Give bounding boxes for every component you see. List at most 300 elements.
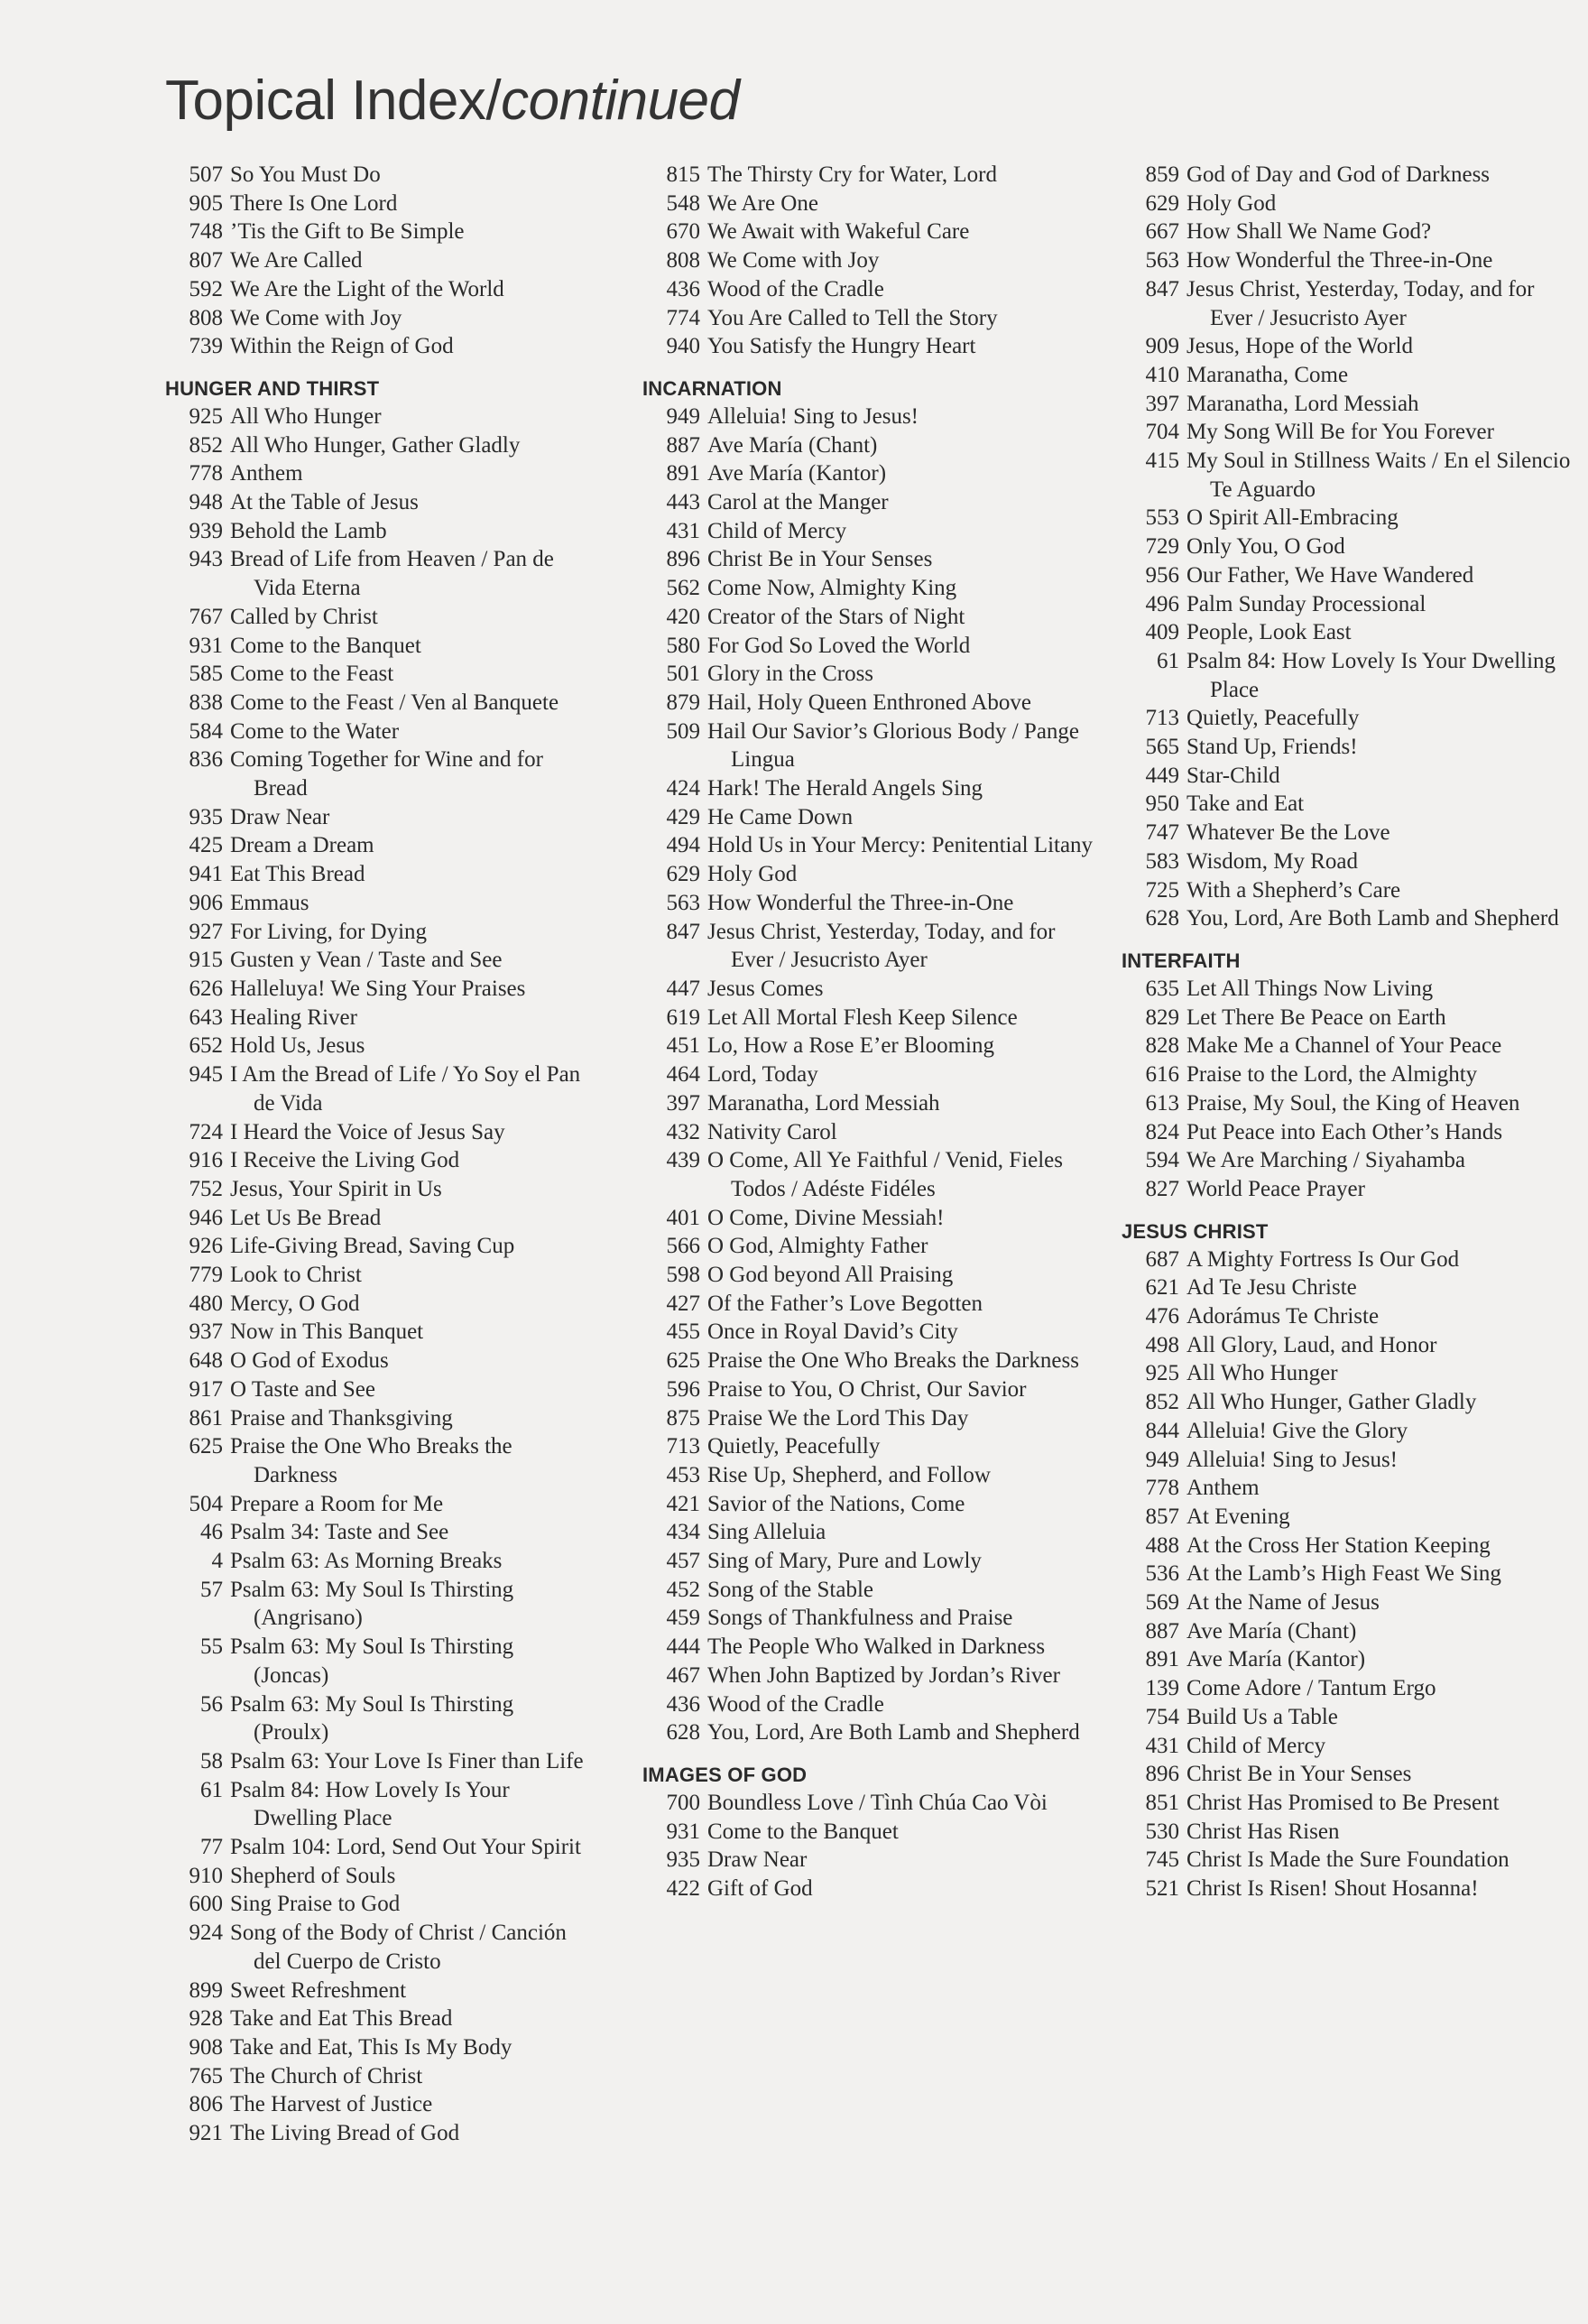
index-entry: [1122, 1818, 1577, 1847]
index-entry: [642, 218, 1094, 246]
hymn-title: Take and Eat This Bread: [230, 2006, 453, 2032]
hymn-title: Psalm 84: How Lovely Is Your Dwelling Place: [230, 1777, 510, 1831]
index-entry: [165, 275, 589, 304]
index-section: [1122, 948, 1577, 1204]
hymn-title: Praise to You, O Christ, Our Savior: [707, 1376, 1027, 1402]
hymn-number: 713: [666, 1434, 700, 1459]
index-entry: [165, 831, 589, 860]
hymn-number: 553: [1145, 505, 1179, 531]
index-entry: [642, 1146, 1094, 1203]
hymn-number: 643: [189, 1005, 223, 1030]
hymn-title: Ave María (Chant): [1186, 1618, 1357, 1643]
hymn-number: 943: [189, 547, 223, 572]
index-entry: [1122, 1175, 1577, 1204]
hymn-number: 807: [189, 248, 223, 273]
hymn-title: Christ Be in Your Senses: [707, 547, 933, 572]
hymn-title: There Is One Lord: [230, 190, 398, 216]
index-entry: [642, 488, 1094, 517]
hymn-title: We Are Called: [230, 248, 363, 273]
hymn-title: Come to the Water: [230, 718, 400, 744]
index-entry: [1122, 532, 1577, 561]
page-title: [165, 69, 740, 133]
hymn-title: Let All Mortal Flesh Keep Silence: [707, 1005, 1018, 1030]
index-entry: [642, 1290, 1094, 1319]
hymn-title: People, Look East: [1186, 620, 1352, 645]
hymn-title: Nativity Carol: [707, 1119, 837, 1144]
index-entry: [642, 975, 1094, 1004]
index-entry: [1122, 1146, 1577, 1175]
hymn-number: 4: [211, 1549, 223, 1574]
hymn-number: 429: [666, 804, 700, 829]
hymn-title: Boundless Love / Tình Chúa Cao Vòi: [707, 1790, 1048, 1815]
section-heading: IMAGES OF GOD: [642, 1763, 808, 1786]
hymn-title: God of Day and God of Darkness: [1186, 162, 1491, 187]
hymn-number: 61: [200, 1777, 223, 1802]
hymn-title: Savior of the Nations, Come: [707, 1491, 965, 1516]
index-entry: [165, 889, 589, 918]
hymn-title: Behold the Lamb: [230, 518, 387, 543]
index-entry: [642, 632, 1094, 661]
hymn-title: Come to the Feast / Ven al Banquete: [230, 690, 559, 715]
index-entry: [642, 1261, 1094, 1290]
hymn-title: We Are One: [707, 190, 818, 216]
index-entry: [642, 574, 1094, 603]
index-entry: [1122, 1617, 1577, 1646]
hymn-title: Now in This Banquet: [230, 1319, 424, 1345]
index-entry: [1122, 218, 1577, 246]
index-section: [642, 161, 1094, 361]
hymn-number: 896: [1145, 1762, 1179, 1787]
hymn-number: 857: [1145, 1504, 1179, 1529]
hymn-title: Jesus Christ, Yesterday, Today, and for Ever / Jesucristo Ayer: [707, 919, 1056, 973]
hymn-title: Wood of the Cradle: [707, 276, 884, 301]
hymn-title: At the Name of Jesus: [1186, 1590, 1380, 1616]
index-entry: [1122, 1645, 1577, 1674]
index-entry: [642, 1662, 1094, 1690]
hymn-number: 459: [666, 1606, 700, 1631]
index-entry: [642, 774, 1094, 803]
index-entry: [165, 1432, 589, 1489]
hymn-title: Praise the One Who Breaks the Darkness: [707, 1348, 1079, 1374]
index-entry: [165, 1576, 589, 1633]
hymn-number: 774: [666, 305, 700, 330]
index-entry: [1122, 1245, 1577, 1274]
hymn-number: 704: [1145, 420, 1179, 445]
hymn-title: You Are Called to Tell the Story: [707, 305, 998, 330]
index-entry: [165, 2090, 589, 2119]
index-entry: [165, 2062, 589, 2091]
hymn-title: Christ Is Risen! Shout Hosanna!: [1186, 1876, 1479, 1902]
hymn-number: 434: [666, 1520, 700, 1545]
hymn-title: Bread of Life from Heaven / Pan de Vida Eterna: [230, 547, 554, 601]
index-entry: [1122, 647, 1577, 704]
hymn-number: 910: [189, 1863, 223, 1888]
hymn-title: Quietly, Peacefully: [707, 1434, 881, 1459]
index-entry: [165, 1404, 589, 1433]
hymn-number: 928: [189, 2006, 223, 2032]
index-entry: [642, 275, 1094, 304]
hymn-title: Come Adore / Tantum Ergo: [1186, 1676, 1436, 1701]
hymn-number: 565: [1145, 735, 1179, 760]
index-entry: [165, 1633, 589, 1690]
index-entry: [165, 1232, 589, 1261]
hymn-number: 498: [1145, 1332, 1179, 1357]
index-entry: [165, 603, 589, 632]
hymn-title: Adorámus Te Christe: [1186, 1304, 1380, 1329]
hymn-title: My Soul in Stillness Waits / En el Silencio Te Aguardo: [1186, 449, 1571, 502]
hymn-number: 139: [1145, 1676, 1179, 1701]
hymn-number: 935: [189, 804, 223, 829]
hymn-number: 896: [666, 547, 700, 572]
hymn-number: 950: [1145, 792, 1179, 817]
index-entry: [642, 459, 1094, 488]
index-entry: [1122, 1760, 1577, 1789]
hymn-number: 488: [1145, 1532, 1179, 1558]
index-entry: [1122, 1417, 1577, 1446]
hymn-number: 824: [1145, 1119, 1179, 1144]
hymn-number: 432: [666, 1119, 700, 1144]
hymn-number: 583: [1145, 848, 1179, 874]
index-entry: [165, 246, 589, 275]
index-entry: [642, 1232, 1094, 1261]
hymn-title: Look to Christ: [230, 1263, 362, 1288]
hymn-number: 420: [666, 604, 700, 629]
hymn-title: Psalm 63: My Soul Is Thirsting (Angrisano): [230, 1577, 514, 1631]
hymn-title: O Spirit All-Embracing: [1186, 505, 1399, 531]
hymn-title: Emmaus: [230, 890, 309, 915]
index-entry: [642, 1060, 1094, 1089]
hymn-number: 563: [666, 890, 700, 915]
hymn-number: 887: [1145, 1618, 1179, 1643]
index-entry: [1122, 847, 1577, 876]
index-entry: [642, 1789, 1094, 1818]
hymn-title: Jesus Christ, Yesterday, Today, and for Ever / Jesucristo Ayer: [1186, 276, 1535, 330]
hymn-title: Hold Us, Jesus: [230, 1033, 365, 1059]
hymn-number: 628: [1145, 906, 1179, 931]
index-entry: [1122, 332, 1577, 361]
hymn-title: Jesus Comes: [707, 976, 824, 1001]
hymn-title: At Evening: [1186, 1504, 1290, 1529]
hymn-number: 859: [1145, 162, 1179, 187]
hymn-number: 77: [200, 1835, 223, 1860]
hymn-title: All Who Hunger, Gather Gladly: [230, 432, 521, 458]
index-entry: [642, 1718, 1094, 1747]
hymn-number: 584: [189, 718, 223, 744]
title-text: Topical Index/: [165, 69, 502, 132]
hymn-number: 397: [666, 1090, 700, 1116]
hymn-title: Maranatha, Lord Messiah: [707, 1090, 940, 1116]
index-entry: [1122, 1875, 1577, 1903]
hymn-number: 451: [666, 1033, 700, 1059]
hymn-number: 851: [1145, 1790, 1179, 1815]
index-entry: [165, 1890, 589, 1919]
hymn-number: 852: [1145, 1390, 1179, 1415]
index-entry: [642, 603, 1094, 632]
hymn-number: 926: [189, 1234, 223, 1259]
index-entry: [165, 2033, 589, 2062]
hymn-title: For Living, for Dying: [230, 919, 428, 944]
hymn-title: With a Shepherd’s Care: [1186, 877, 1401, 903]
hymn-number: 779: [189, 1263, 223, 1288]
index-entry: [1122, 1089, 1577, 1118]
hymn-title: Let Us Be Bread: [230, 1205, 382, 1230]
hymn-number: 401: [666, 1205, 700, 1230]
hymn-number: 949: [666, 403, 700, 429]
index-entry: [642, 1490, 1094, 1519]
hymn-title: Coming Together for Wine and for Bread: [230, 747, 543, 801]
hymn-title: Psalm 84: How Lovely Is Your Dwelling Place: [1186, 648, 1556, 702]
hymn-number: 480: [189, 1291, 223, 1316]
hymn-title: Come Now, Almighty King: [707, 576, 957, 601]
hymn-title: Glory in the Cross: [707, 662, 874, 687]
index-entry: [1122, 1273, 1577, 1302]
hymn-title: Christ Be in Your Senses: [1186, 1762, 1412, 1787]
hymn-number: 427: [666, 1291, 700, 1316]
index-entry: [1122, 190, 1577, 218]
index-entry: [642, 689, 1094, 718]
index-entry: [642, 831, 1094, 860]
hymn-number: 629: [1145, 190, 1179, 216]
hymn-number: 875: [666, 1405, 700, 1431]
hymn-number: 852: [189, 432, 223, 458]
hymn-number: 905: [189, 190, 223, 216]
hymn-title: Let All Things Now Living: [1186, 976, 1434, 1001]
hymn-title: Creator of the Stars of Night: [707, 604, 965, 629]
hymn-title: Jesus, Your Spirit in Us: [230, 1176, 442, 1201]
index-entry: [642, 403, 1094, 431]
hymn-number: 887: [666, 432, 700, 458]
hymn-number: 453: [666, 1462, 700, 1487]
hymn-title: Mercy, O God: [230, 1291, 360, 1316]
index-entry: [1122, 733, 1577, 762]
hymn-title: Come to the Banquet: [707, 1819, 899, 1844]
index-entry: [1122, 1703, 1577, 1732]
hymn-number: 844: [1145, 1418, 1179, 1443]
index-entry: [165, 1118, 589, 1147]
index-entry: [642, 190, 1094, 218]
hymn-title: At the Lamb’s High Feast We Sing: [1186, 1561, 1501, 1587]
hymn-number: 778: [1145, 1476, 1179, 1501]
index-entry: [165, 946, 589, 975]
hymn-title: The Living Bread of God: [230, 2121, 460, 2146]
index-entry: [165, 218, 589, 246]
index-entry: [165, 161, 589, 190]
index-entry: [1122, 1560, 1577, 1588]
index-entry: [1122, 1118, 1577, 1147]
hymn-number: 598: [666, 1263, 700, 1288]
hymn-number: 594: [1145, 1148, 1179, 1173]
hymn-number: 838: [189, 690, 223, 715]
hymn-title: Let There Be Peace on Earth: [1186, 1005, 1446, 1030]
hymn-number: 925: [1145, 1361, 1179, 1386]
hymn-title: Put Peace into Each Other’s Hands: [1186, 1119, 1503, 1144]
hymn-title: Psalm 63: As Morning Breaks: [230, 1549, 503, 1574]
hymn-number: 725: [1145, 877, 1179, 903]
index-entry: [165, 403, 589, 431]
hymn-title: Halleluya! We Sing Your Praises: [230, 976, 526, 1001]
hymn-number: 635: [1145, 976, 1179, 1001]
hymn-title: Wood of the Cradle: [707, 1691, 884, 1717]
hymn-number: 687: [1145, 1246, 1179, 1272]
index-entry: [165, 1747, 589, 1776]
index-entry: [1122, 1789, 1577, 1818]
hymn-number: 422: [666, 1876, 700, 1902]
hymn-title: Christ Has Promised to Be Present: [1186, 1790, 1500, 1815]
hymn-number: 415: [1145, 449, 1179, 474]
hymn-number: 431: [666, 518, 700, 543]
hymn-title: Alleluia! Sing to Jesus!: [1186, 1447, 1399, 1472]
index-entry: [1122, 561, 1577, 590]
hymn-number: 530: [1145, 1819, 1179, 1844]
index-entry: [642, 1032, 1094, 1060]
index-section: [642, 1762, 1094, 1903]
hymn-number: 596: [666, 1376, 700, 1402]
hymn-number: 628: [666, 1720, 700, 1745]
hymn-number: 548: [666, 190, 700, 216]
hymn-number: 806: [189, 2092, 223, 2117]
hymn-number: 916: [189, 1148, 223, 1173]
hymn-number: 494: [666, 833, 700, 858]
hymn-title: Maranatha, Come: [1186, 362, 1349, 387]
index-entry: [165, 632, 589, 661]
hymn-number: 667: [1145, 219, 1179, 245]
index-entry: [165, 718, 589, 746]
hymn-title: All Glory, Laud, and Honor: [1186, 1332, 1437, 1357]
hymn-number: 908: [189, 2035, 223, 2060]
hymn-title: Maranatha, Lord Messiah: [1186, 391, 1419, 416]
hymn-title: Sing Alleluia: [707, 1520, 826, 1545]
index-section: [165, 161, 589, 361]
hymn-title: How Wonderful the Three-in-One: [1186, 248, 1493, 273]
hymn-title: Ave María (Kantor): [707, 461, 887, 486]
hymn-number: 536: [1145, 1561, 1179, 1587]
index-entry: [1122, 1446, 1577, 1475]
hymn-number: 748: [189, 219, 223, 245]
hymn-number: 828: [1145, 1033, 1179, 1059]
hymn-number: 625: [666, 1348, 700, 1374]
index-entry: [1122, 1732, 1577, 1761]
index-entry: [642, 803, 1094, 832]
index-entry: [1122, 504, 1577, 532]
hymn-number: 452: [666, 1577, 700, 1602]
hymn-number: 925: [189, 403, 223, 429]
index-column-2: [642, 161, 1094, 1903]
hymn-number: 467: [666, 1662, 700, 1688]
hymn-title: Christ Is Made the Sure Foundation: [1186, 1847, 1510, 1873]
hymn-title: How Wonderful the Three-in-One: [707, 890, 1014, 915]
hymn-number: 724: [189, 1119, 223, 1144]
hymn-number: 421: [666, 1491, 700, 1516]
hymn-title: Sing of Mary, Pure and Lowly: [707, 1549, 982, 1574]
hymn-title: Come to the Banquet: [230, 633, 421, 658]
hymn-title: We Come with Joy: [707, 248, 880, 273]
hymn-number: 739: [189, 334, 223, 359]
index-entry: [1122, 246, 1577, 275]
index-entry: [1122, 418, 1577, 447]
hymn-title: Dream a Dream: [230, 833, 374, 858]
hymn-title: O Come, Divine Messiah!: [707, 1205, 945, 1230]
hymn-title: Psalm 104: Lord, Send Out Your Spirit: [230, 1835, 581, 1860]
hymn-number: 58: [200, 1748, 223, 1773]
hymn-title: Of the Father’s Love Begotten: [707, 1291, 983, 1316]
index-entry: [165, 1347, 589, 1375]
hymn-title: Build Us a Table: [1186, 1704, 1338, 1729]
hymn-number: 592: [189, 276, 223, 301]
index-entry: [1122, 618, 1577, 647]
hymn-title: You, Lord, Are Both Lamb and Shepherd: [707, 1720, 1080, 1745]
index-entry: [165, 1977, 589, 2005]
hymn-number: 496: [1145, 591, 1179, 616]
hymn-title: You, Lord, Are Both Lamb and Shepherd: [1186, 906, 1559, 931]
index-entry: [642, 304, 1094, 333]
index-entry: [165, 431, 589, 460]
hymn-title: Life-Giving Bread, Saving Cup: [230, 1234, 515, 1259]
hymn-number: 625: [189, 1434, 223, 1459]
index-entry: [165, 1261, 589, 1290]
hymn-title: Our Father, We Have Wandered: [1186, 562, 1474, 588]
index-entry: [642, 1004, 1094, 1032]
hymn-number: 937: [189, 1319, 223, 1345]
hymn-number: 847: [666, 919, 700, 944]
index-entry: [1122, 1060, 1577, 1089]
hymn-title: At the Table of Jesus: [230, 490, 419, 515]
index-entry: [1122, 1532, 1577, 1560]
hymn-title: Psalm 63: My Soul Is Thirsting (Proulx): [230, 1691, 514, 1745]
hymn-title: I Receive the Living God: [230, 1148, 460, 1173]
hymn-number: 629: [666, 862, 700, 887]
hymn-title: The Harvest of Justice: [230, 2092, 433, 2117]
hymn-title: When John Baptized by Jordan’s River: [707, 1662, 1060, 1688]
index-entry: [165, 1375, 589, 1404]
index-entry: [1122, 447, 1577, 504]
hymn-title: O Come, All Ye Faithful / Venid, Fieles Todos / Adéste Fidéles: [707, 1148, 1064, 1201]
index-entry: [642, 1347, 1094, 1375]
hymn-number: 879: [666, 690, 700, 715]
index-entry: [642, 1432, 1094, 1461]
index-entry: [165, 488, 589, 517]
hymn-title: Praise to the Lord, the Almighty: [1186, 1062, 1478, 1088]
hymn-title: Star-Child: [1186, 763, 1280, 788]
hymn-title: Holy God: [707, 862, 798, 887]
hymn-title: Christ Has Risen: [1186, 1819, 1340, 1844]
index-section: [1122, 1218, 1577, 1903]
index-entry: [165, 860, 589, 889]
hymn-number: 56: [200, 1691, 223, 1717]
hymn-title: Gusten y Vean / Taste and See: [230, 948, 503, 973]
index-entry: [165, 1290, 589, 1319]
index-entry: [1122, 876, 1577, 905]
section-heading: JESUS CHRIST: [1122, 1219, 1269, 1243]
index-entry: [165, 689, 589, 718]
index-entry: [165, 1204, 589, 1233]
hymn-title: Hold Us in Your Mercy: Penitential Litany: [707, 833, 1094, 858]
index-entry: [165, 1004, 589, 1032]
hymn-title: Psalm 34: Taste and See: [230, 1520, 449, 1545]
index-entry: [1122, 361, 1577, 390]
index-entry: [642, 1118, 1094, 1147]
hymn-title: O Taste and See: [230, 1376, 375, 1402]
hymn-number: 927: [189, 919, 223, 944]
hymn-title: He Came Down: [707, 804, 854, 829]
hymn-number: 847: [1145, 276, 1179, 301]
hymn-title: Sing Praise to God: [230, 1892, 401, 1917]
index-entry: [165, 332, 589, 361]
hymn-number: 616: [1145, 1062, 1179, 1088]
hymn-number: 410: [1145, 362, 1179, 387]
hymn-title: Shepherd of Souls: [230, 1863, 396, 1888]
index-entry: [1122, 704, 1577, 733]
index-entry: [642, 1875, 1094, 1903]
